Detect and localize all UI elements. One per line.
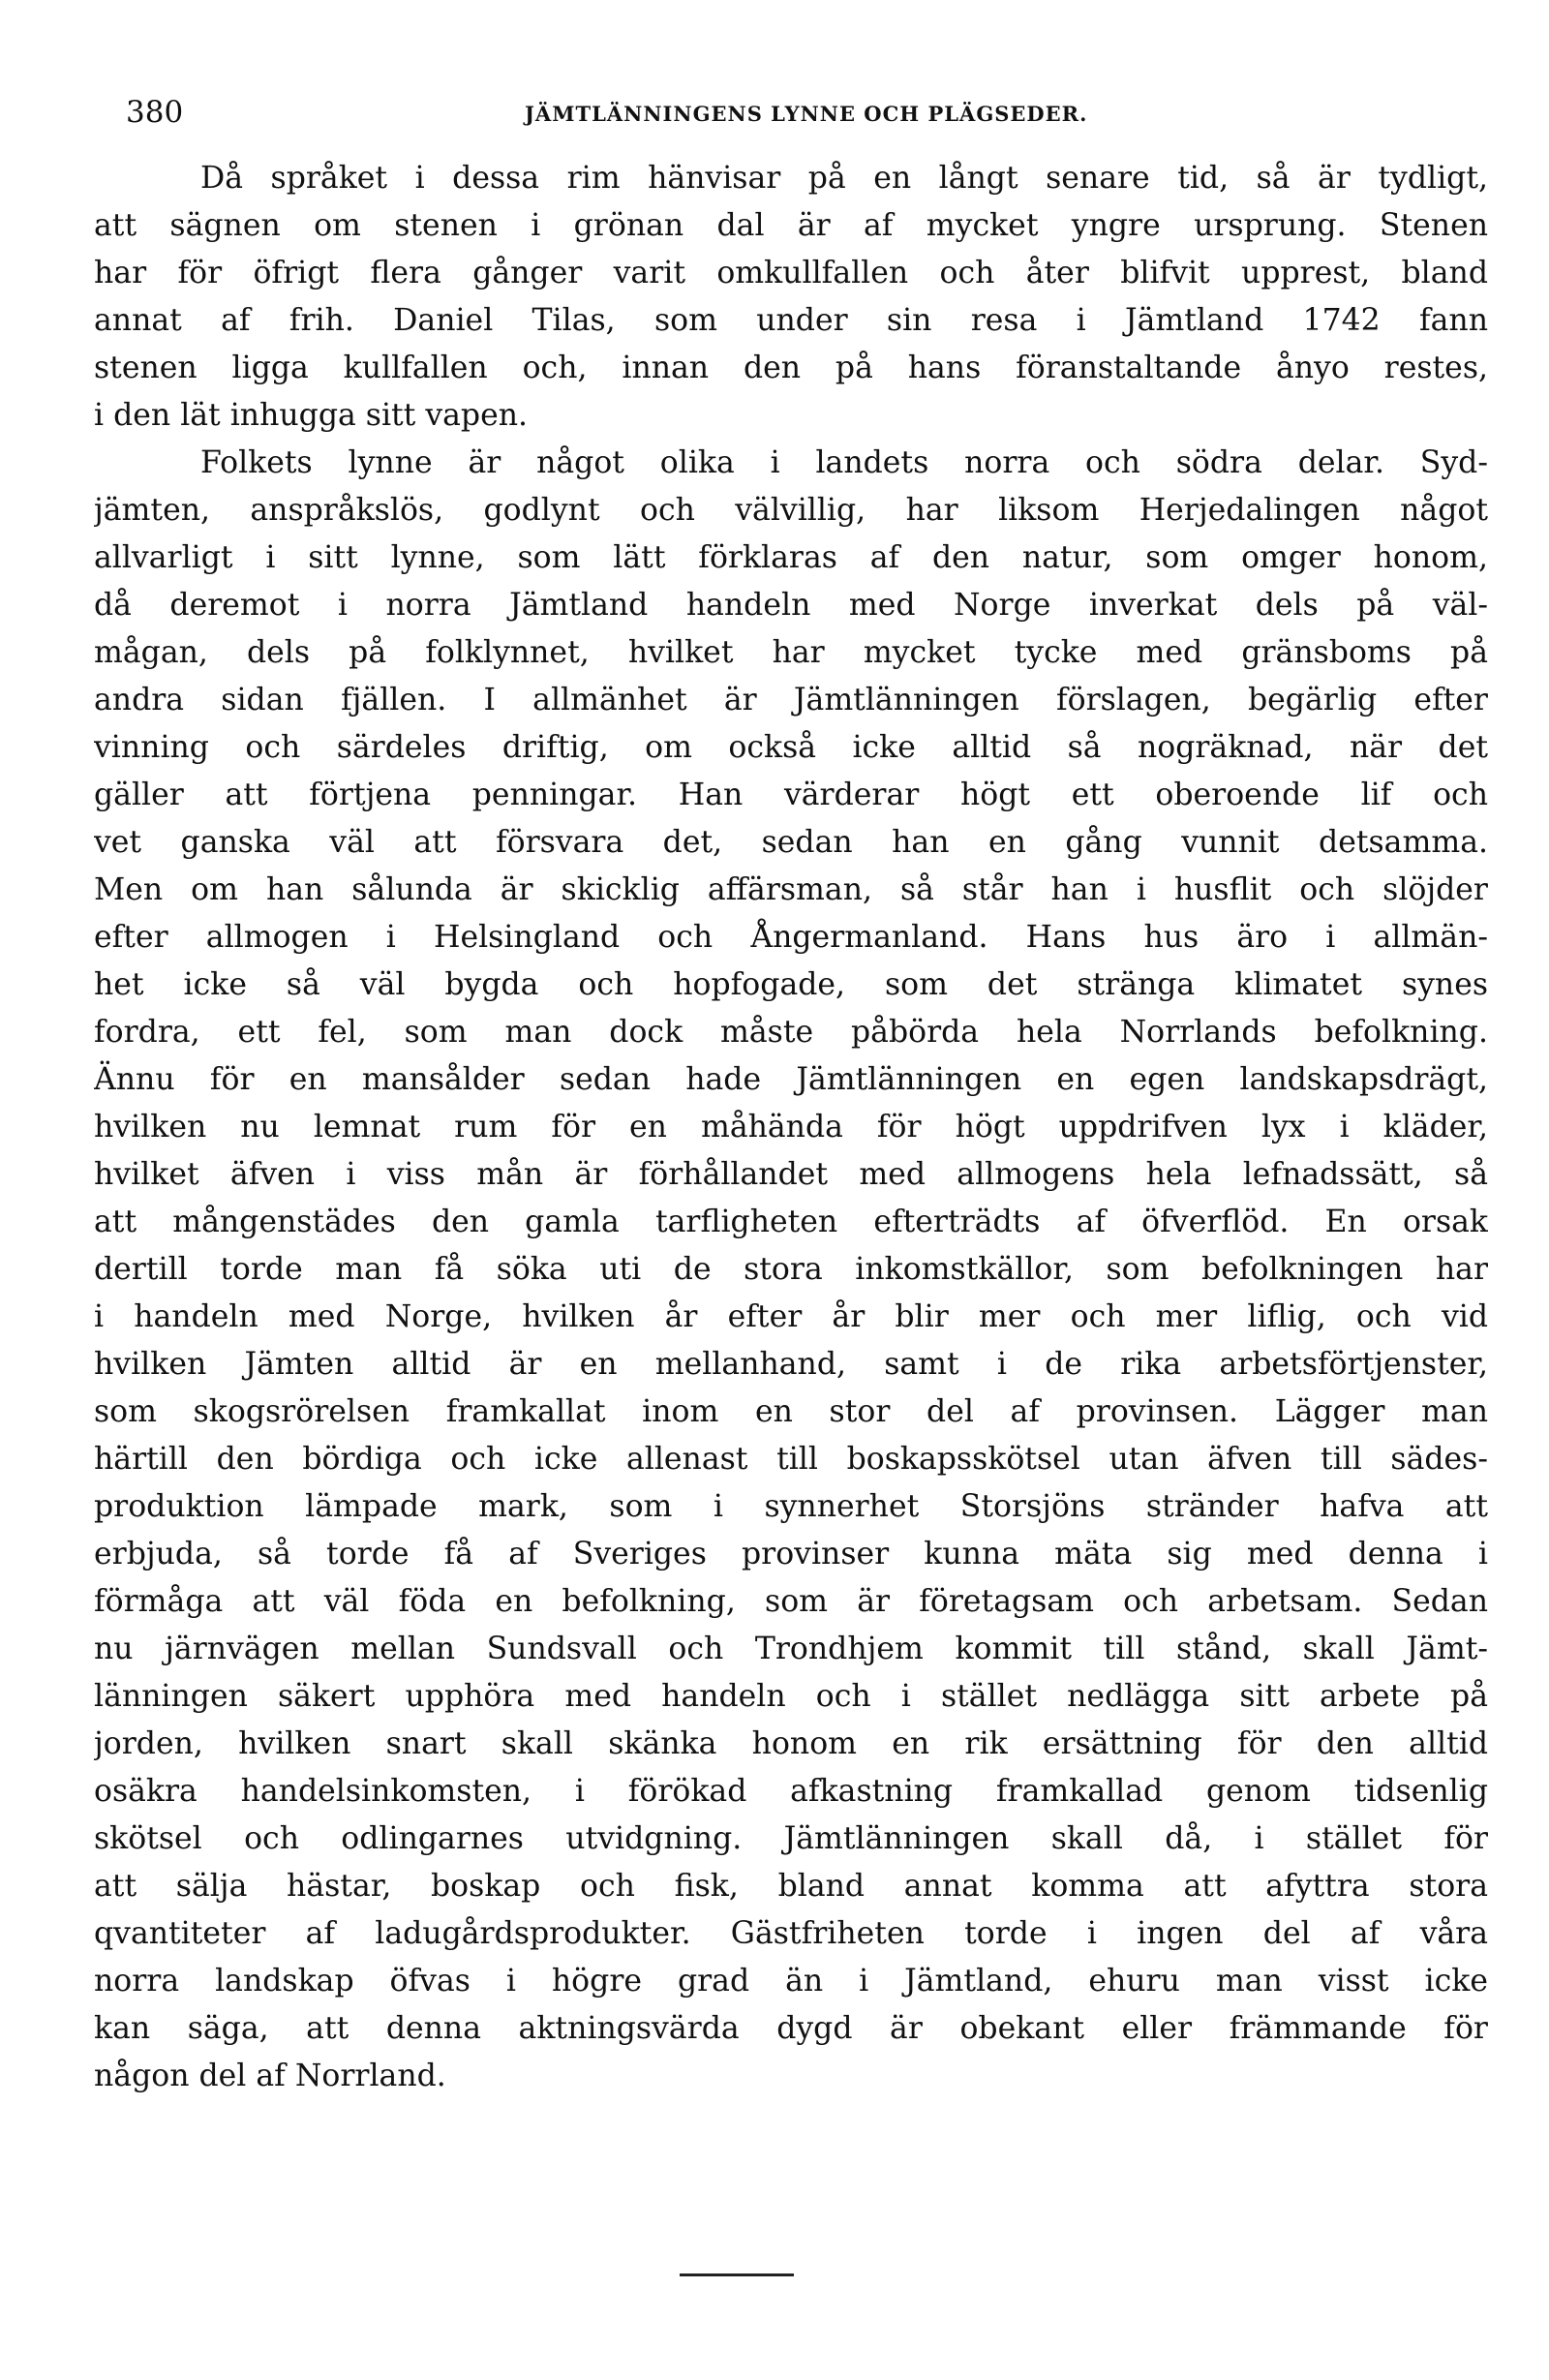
text-line: nu järnvägen mellan Sundsvall och Trondhjem kommit till stånd, skall Jämt- [94,1632,1488,1666]
text-line: andra sidan fjällen. I allmänhet är Jämtlänningen förslagen, begärlig efter [94,683,1488,717]
page-header [126,93,1501,132]
page-number: 380 [126,95,184,130]
text-line: som skogsrörelsen framkallat inom en stor del af provinsen. Lägger man [94,1394,1488,1429]
text-line: het icke så väl bygda och hopfogade, som det stränga klimatet synes [94,967,1488,1002]
text-line: Folkets lynne är något olika i landets norra och södra delar. Syd- [200,445,1488,480]
text-line: kan säga, att denna aktningsvärda dygd är obekant eller främmande för [94,2011,1488,2046]
text-line: osäkra handelsinkomsten, i förökad afkastning framkallad genom tidsenlig [94,1774,1488,1809]
text-line: har för öfrigt flera gånger varit omkullfallen och åter blifvit upprest, bland [94,256,1488,290]
text-line: skötsel och odlingarnes utvidgning. Jämtlänningen skall då, i stället för [94,1821,1488,1856]
text-line: förmåga att väl föda en befolkning, som är företagsam och arbetsam. Sedan [94,1584,1488,1619]
text-line: dertill torde man få söka uti de stora inkomstkällor, som befolkningen har [94,1252,1488,1287]
text-line: hvilket äfven i viss mån är förhållandet med allmogens hela lefnadssätt, så [94,1157,1488,1192]
end-rule [680,2273,794,2276]
text-line: någon del af Norrland. [94,2059,446,2093]
text-line: mågan, dels på folklynnet, hvilket har mycket tycke med gränsboms på [94,635,1488,670]
text-line: qvantiteter af ladugårdsprodukter. Gästfriheten torde i ingen del af våra [94,1916,1488,1951]
text-line: vinning och särdeles driftig, om också icke alltid så nogräknad, när det [94,730,1488,765]
text-line: efter allmogen i Helsingland och Ångermanland. Hans hus äro i allmän- [94,920,1488,955]
text-line: allvarligt i sitt lynne, som lätt förklaras af den natur, som omger honom, [94,540,1488,575]
text-line: stenen ligga kullfallen och, innan den på hans föranstaltande ånyo restes, [94,351,1488,385]
text-line: produktion lämpade mark, som i synnerhet Storsjöns stränder hafva att [94,1489,1488,1524]
text-line: hvilken nu lemnat rum för en måhända för högt uppdrifven lyx i kläder, [94,1110,1488,1144]
text-line: härtill den bördiga och icke allenast till boskapsskötsel utan äfven till sädes- [94,1442,1488,1477]
running-head: JÄMTLÄNNINGENS LYNNE OCH PLÄGSEDER. [525,102,1088,126]
text-line: Då språket i dessa rim hänvisar på en långt senare tid, så är tydligt, [200,161,1488,196]
text-line: i handeln med Norge, hvilken år efter år blir mer och mer liflig, och vid [94,1299,1488,1334]
text-line: att sälja hästar, boskap och fisk, bland annat komma att afyttra stora [94,1869,1488,1904]
text-line: hvilken Jämten alltid är en mellanhand, samt i de rika arbetsförtjenster, [94,1347,1488,1382]
text-line: norra landskap öfvas i högre grad än i Jämtland, ehuru man visst icke [94,1964,1488,1999]
text-line: i den lät inhugga sitt vapen. [94,398,529,433]
paragraph [94,440,1488,2100]
text-line: länningen säkert upphöra med handeln och i stället nedlägga sitt arbete på [94,1679,1488,1714]
text-line: erbjuda, så torde få af Sveriges provinser kunna mäta sig med denna i [94,1537,1488,1571]
text-line: Ännu för en mansålder sedan hade Jämtlänningen en egen landskapsdrägt, [94,1062,1488,1097]
text-line: att sägnen om stenen i grönan dal är af mycket yngre ursprung. Stenen [94,208,1488,243]
text-line: jorden, hvilken snart skall skänka honom en rik ersättning för den alltid [94,1726,1488,1761]
text-line: gäller att förtjena penningar. Han värderar högt ett oberoende lif och [94,778,1488,812]
text-line: fordra, ett fel, som man dock måste påbörda hela Norrlands befolkning. [94,1015,1488,1050]
paragraph [94,155,1488,440]
text-line: jämten, anspråkslös, godlynt och välvillig, har liksom Herjedalingen något [94,493,1488,528]
text-line: annat af frih. Daniel Tilas, som under sin resa i Jämtland 1742 fann [94,303,1488,338]
text-line: vet ganska väl att försvara det, sedan han en gång vunnit detsamma. [94,825,1488,860]
text-line: Men om han sålunda är skicklig affärsman, så står han i husflit och slöjder [94,872,1488,907]
text-line: att mångenstädes den gamla tarfligheten efterträdts af öfverflöd. En orsak [94,1205,1488,1239]
text-line: då deremot i norra Jämtland handeln med Norge inverkat dels på väl- [94,588,1488,623]
body-text [94,155,1488,2100]
